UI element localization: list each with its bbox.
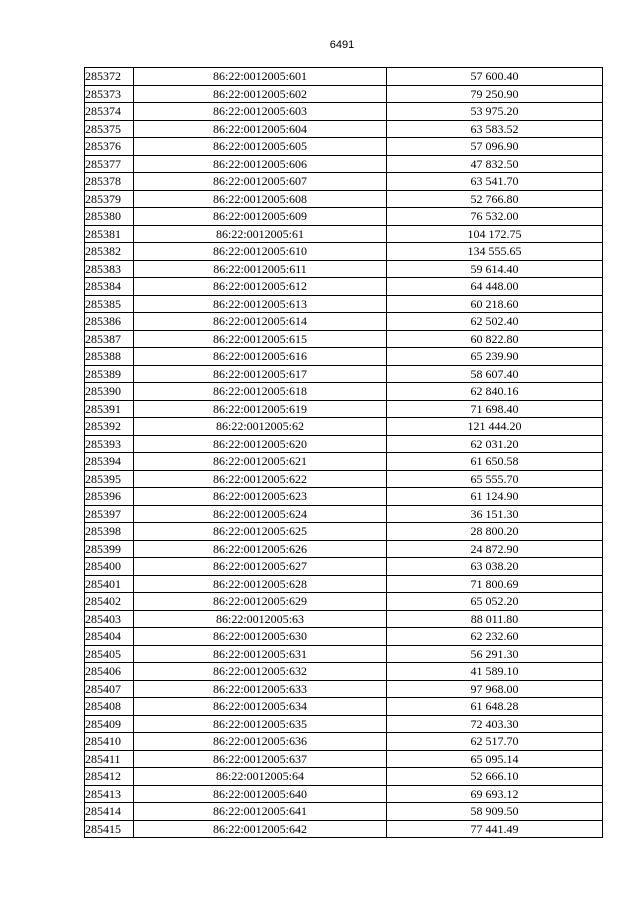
cadastral-value-cell: 28 800.20: [387, 523, 603, 541]
cadastral-value-cell: 69 693.12: [387, 785, 603, 803]
cadastral-number-cell: 86:22:0012005:635: [134, 715, 387, 733]
cadastral-number-cell: 86:22:0012005:640: [134, 785, 387, 803]
table-row: [85, 68, 603, 86]
cadastral-number-cell: 86:22:0012005:618: [134, 383, 387, 401]
table-row: [85, 330, 603, 348]
table-row: [85, 820, 603, 838]
table-row: [85, 628, 603, 646]
table-row: [85, 698, 603, 716]
cadastral-number-cell: 86:22:0012005:602: [134, 85, 387, 103]
cadastral-number-cell: 86:22:0012005:642: [134, 820, 387, 838]
row-number-cell: 285381: [85, 225, 134, 243]
cadastral-value-cell: 71 698.40: [387, 400, 603, 418]
cadastral-number-cell: 86:22:0012005:615: [134, 330, 387, 348]
cadastral-value-cell: 59 614.40: [387, 260, 603, 278]
table-row: [85, 768, 603, 786]
cadastral-value-cell: 63 038.20: [387, 558, 603, 576]
cadastral-value-cell: 62 517.70: [387, 733, 603, 751]
cadastral-number-cell: 86:22:0012005:621: [134, 453, 387, 471]
cadastral-value-cell: 61 648.28: [387, 698, 603, 716]
row-number-cell: 285380: [85, 208, 134, 226]
cadastral-number-cell: 86:22:0012005:633: [134, 680, 387, 698]
cadastral-value-cell: 71 800.69: [387, 575, 603, 593]
row-number-cell: 285413: [85, 785, 134, 803]
cadastral-value-cell: 76 532.00: [387, 208, 603, 226]
table-row: [85, 278, 603, 296]
cadastral-number-cell: 86:22:0012005:629: [134, 593, 387, 611]
cadastral-value-cell: 52 666.10: [387, 768, 603, 786]
cadastral-value-cell: 56 291.30: [387, 645, 603, 663]
table-row: [85, 488, 603, 506]
cadastral-value-cell: 62 031.20: [387, 435, 603, 453]
cadastral-number-cell: 86:22:0012005:630: [134, 628, 387, 646]
row-number-cell: 285382: [85, 243, 134, 261]
row-number-cell: 285411: [85, 750, 134, 768]
cadastral-number-cell: 86:22:0012005:641: [134, 803, 387, 821]
row-number-cell: 285405: [85, 645, 134, 663]
row-number-cell: 285386: [85, 313, 134, 331]
cadastral-value-cell: 65 555.70: [387, 470, 603, 488]
cadastral-value-cell: 53 975.20: [387, 103, 603, 121]
table-row: [85, 453, 603, 471]
row-number-cell: 285406: [85, 663, 134, 681]
row-number-cell: 285376: [85, 138, 134, 156]
table-row: [85, 85, 603, 103]
row-number-cell: 285398: [85, 523, 134, 541]
cadastral-value-cell: 24 872.90: [387, 540, 603, 558]
row-number-cell: 285377: [85, 155, 134, 173]
cadastral-number-cell: 86:22:0012005:601: [134, 68, 387, 86]
table-row: [85, 155, 603, 173]
table-row: [85, 523, 603, 541]
row-number-cell: 285392: [85, 418, 134, 436]
cadastral-value-cell: 58 909.50: [387, 803, 603, 821]
table-row: [85, 750, 603, 768]
cadastral-number-cell: 86:22:0012005:624: [134, 505, 387, 523]
cadastral-value-cell: 63 541.70: [387, 173, 603, 191]
cadastral-number-cell: 86:22:0012005:627: [134, 558, 387, 576]
cadastral-value-cell: 88 011.80: [387, 610, 603, 628]
cadastral-number-cell: 86:22:0012005:611: [134, 260, 387, 278]
cadastral-number-cell: 86:22:0012005:619: [134, 400, 387, 418]
cadastral-value-cell: 41 589.10: [387, 663, 603, 681]
table-row: [85, 173, 603, 191]
row-number-cell: 285399: [85, 540, 134, 558]
table-row: [85, 260, 603, 278]
cadastral-number-cell: 86:22:0012005:61: [134, 225, 387, 243]
cadastral-value-cell: 64 448.00: [387, 278, 603, 296]
table-row: [85, 610, 603, 628]
cadastral-value-cell: 77 441.49: [387, 820, 603, 838]
row-number-cell: 285378: [85, 173, 134, 191]
table-row: [85, 435, 603, 453]
cadastral-value-cell: 58 607.40: [387, 365, 603, 383]
row-number-cell: 285415: [85, 820, 134, 838]
table-row: [85, 575, 603, 593]
table-body: [85, 68, 603, 838]
cadastral-number-cell: 86:22:0012005:606: [134, 155, 387, 173]
cadastral-value-table: [84, 67, 603, 838]
cadastral-value-cell: 63 583.52: [387, 120, 603, 138]
row-number-cell: 285375: [85, 120, 134, 138]
cadastral-value-cell: 79 250.90: [387, 85, 603, 103]
table-row: [85, 785, 603, 803]
cadastral-number-cell: 86:22:0012005:617: [134, 365, 387, 383]
row-number-cell: 285408: [85, 698, 134, 716]
row-number-cell: 285394: [85, 453, 134, 471]
table-row: [85, 645, 603, 663]
cadastral-value-cell: 62 232.60: [387, 628, 603, 646]
row-number-cell: 285374: [85, 103, 134, 121]
cadastral-value-cell: 97 968.00: [387, 680, 603, 698]
row-number-cell: 285401: [85, 575, 134, 593]
row-number-cell: 285387: [85, 330, 134, 348]
row-number-cell: 285409: [85, 715, 134, 733]
table-row: [85, 593, 603, 611]
table-row: [85, 715, 603, 733]
row-number-cell: 285396: [85, 488, 134, 506]
table-row: [85, 470, 603, 488]
cadastral-value-cell: 72 403.30: [387, 715, 603, 733]
row-number-cell: 285403: [85, 610, 134, 628]
cadastral-value-cell: 62 502.40: [387, 313, 603, 331]
cadastral-number-cell: 86:22:0012005:623: [134, 488, 387, 506]
row-number-cell: 285400: [85, 558, 134, 576]
row-number-cell: 285372: [85, 68, 134, 86]
table-row: [85, 190, 603, 208]
cadastral-number-cell: 86:22:0012005:612: [134, 278, 387, 296]
cadastral-number-cell: 86:22:0012005:625: [134, 523, 387, 541]
cadastral-number-cell: 86:22:0012005:610: [134, 243, 387, 261]
cadastral-number-cell: 86:22:0012005:634: [134, 698, 387, 716]
row-number-cell: 285384: [85, 278, 134, 296]
cadastral-number-cell: 86:22:0012005:62: [134, 418, 387, 436]
table-row: [85, 540, 603, 558]
table-row: [85, 663, 603, 681]
cadastral-number-cell: 86:22:0012005:632: [134, 663, 387, 681]
table-row: [85, 138, 603, 156]
row-number-cell: 285412: [85, 768, 134, 786]
cadastral-number-cell: 86:22:0012005:63: [134, 610, 387, 628]
cadastral-value-cell: 62 840.16: [387, 383, 603, 401]
table-row: [85, 418, 603, 436]
cadastral-value-cell: 65 239.90: [387, 348, 603, 366]
cadastral-value-cell: 61 124.90: [387, 488, 603, 506]
cadastral-number-cell: 86:22:0012005:637: [134, 750, 387, 768]
cadastral-value-cell: 36 151.30: [387, 505, 603, 523]
table-row: [85, 313, 603, 331]
table-row: [85, 295, 603, 313]
row-number-cell: 285410: [85, 733, 134, 751]
row-number-cell: 285395: [85, 470, 134, 488]
row-number-cell: 285390: [85, 383, 134, 401]
table-row: [85, 365, 603, 383]
cadastral-number-cell: 86:22:0012005:626: [134, 540, 387, 558]
table-row: [85, 208, 603, 226]
cadastral-number-cell: 86:22:0012005:622: [134, 470, 387, 488]
row-number-cell: 285379: [85, 190, 134, 208]
table-row: [85, 558, 603, 576]
cadastral-number-cell: 86:22:0012005:604: [134, 120, 387, 138]
row-number-cell: 285383: [85, 260, 134, 278]
row-number-cell: 285385: [85, 295, 134, 313]
cadastral-value-cell: 65 095.14: [387, 750, 603, 768]
cadastral-value-cell: 57 600.40: [387, 68, 603, 86]
cadastral-value-cell: 60 218.60: [387, 295, 603, 313]
cadastral-value-cell: 121 444.20: [387, 418, 603, 436]
cadastral-value-cell: 65 052.20: [387, 593, 603, 611]
cadastral-number-cell: 86:22:0012005:614: [134, 313, 387, 331]
cadastral-number-cell: 86:22:0012005:603: [134, 103, 387, 121]
cadastral-number-cell: 86:22:0012005:605: [134, 138, 387, 156]
row-number-cell: 285397: [85, 505, 134, 523]
table-row: [85, 803, 603, 821]
cadastral-number-cell: 86:22:0012005:64: [134, 768, 387, 786]
table-row: [85, 505, 603, 523]
cadastral-number-cell: 86:22:0012005:609: [134, 208, 387, 226]
cadastral-number-cell: 86:22:0012005:628: [134, 575, 387, 593]
table-row: [85, 120, 603, 138]
cadastral-number-cell: 86:22:0012005:616: [134, 348, 387, 366]
cadastral-value-cell: 104 172.75: [387, 225, 603, 243]
row-number-cell: 285388: [85, 348, 134, 366]
table-row: [85, 733, 603, 751]
page-number: 6491: [329, 39, 355, 51]
table-row: [85, 243, 603, 261]
cadastral-value-cell: 57 096.90: [387, 138, 603, 156]
cadastral-number-cell: 86:22:0012005:613: [134, 295, 387, 313]
cadastral-value-cell: 47 832.50: [387, 155, 603, 173]
row-number-cell: 285391: [85, 400, 134, 418]
table-row: [85, 348, 603, 366]
cadastral-number-cell: 86:22:0012005:607: [134, 173, 387, 191]
table-row: [85, 383, 603, 401]
cadastral-number-cell: 86:22:0012005:608: [134, 190, 387, 208]
cadastral-value-cell: 134 555.65: [387, 243, 603, 261]
table-row: [85, 680, 603, 698]
row-number-cell: 285393: [85, 435, 134, 453]
cadastral-number-cell: 86:22:0012005:636: [134, 733, 387, 751]
cadastral-value-cell: 60 822.80: [387, 330, 603, 348]
row-number-cell: 285389: [85, 365, 134, 383]
row-number-cell: 285373: [85, 85, 134, 103]
table-row: [85, 400, 603, 418]
row-number-cell: 285407: [85, 680, 134, 698]
cadastral-number-cell: 86:22:0012005:620: [134, 435, 387, 453]
cadastral-number-cell: 86:22:0012005:631: [134, 645, 387, 663]
row-number-cell: 285402: [85, 593, 134, 611]
row-number-cell: 285404: [85, 628, 134, 646]
cadastral-value-cell: 61 650.58: [387, 453, 603, 471]
cadastral-value-cell: 52 766.80: [387, 190, 603, 208]
table-row: [85, 225, 603, 243]
table-row: [85, 103, 603, 121]
row-number-cell: 285414: [85, 803, 134, 821]
